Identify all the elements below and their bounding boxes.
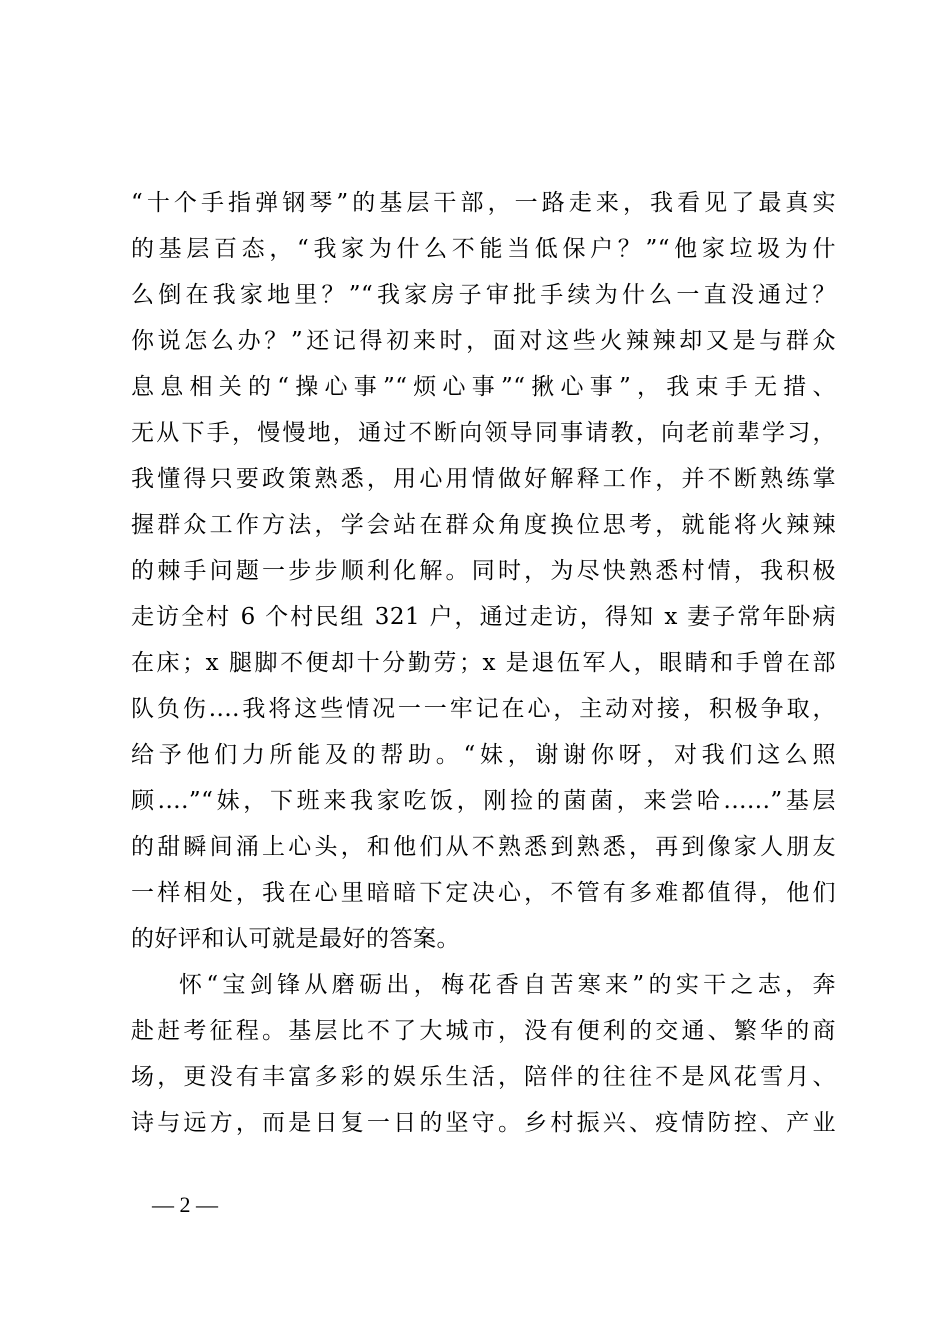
text-line: 么倒在我家地里？”“我家房子审批手续为什么一直没通过？	[131, 282, 836, 308]
text-line: 走访全村 6 个村民组 321 户，通过走访，得知 x 妻子常年卧病	[131, 604, 836, 630]
text-line: 一样相处，我在心里暗暗下定决心，不管有多难都值得，他们	[131, 880, 836, 906]
text-line: 息息相关的“操心事”“烦心事”“揪心事”，我束手无措、	[131, 374, 836, 400]
paragraph-last-line: 的好评和认可就是最好的答案。	[131, 926, 460, 952]
body-text	[131, 180, 836, 1146]
text-line: 的棘手问题一步步顺利化解。同时，为尽快熟悉村情，我积极	[131, 558, 836, 584]
text-line: 在床；x 腿脚不便却十分勤劳；x 是退伍军人，眼睛和手曾在部	[131, 650, 836, 676]
text-line: 握群众工作方法，学会站在群众角度换位思考，就能将火辣辣	[131, 512, 836, 538]
text-line: 诗与远方，而是日复一日的坚守。乡村振兴、疫情防控、产业	[131, 1110, 836, 1136]
text-line: 的基层百态，“我家为什么不能当低保户？”“他家垃圾为什	[131, 236, 836, 262]
text-line: 场，更没有丰富多彩的娱乐生活，陪伴的往往不是风花雪月、	[131, 1064, 836, 1090]
text-line: 你说怎么办？”还记得初来时，面对这些火辣辣却又是与群众	[131, 328, 836, 354]
text-line: 给予他们力所能及的帮助。“妹，谢谢你呀，对我们这么照	[131, 742, 836, 768]
text-line: 我懂得只要政策熟悉，用心用情做好解释工作，并不断熟练掌	[131, 466, 836, 492]
text-line: 赴赶考征程。基层比不了大城市，没有便利的交通、繁华的商	[131, 1018, 836, 1044]
page-number: — 2 —	[152, 1192, 218, 1217]
text-line: 无从下手，慢慢地，通过不断向领导同事请教，向老前辈学习，	[131, 420, 836, 446]
text-line: “十个手指弹钢琴”的基层干部，一路走来，我看见了最真实	[131, 190, 836, 216]
paragraph-first-line: 怀“宝剑锋从磨砺出，梅花香自苦寒来”的实干之志，奔	[179, 972, 836, 998]
text-line: 顾....”“妹，下班来我家吃饭，刚捡的菌菌，来尝哈......”基层	[131, 788, 836, 814]
text-line: 队负伤....我将这些情况一一牢记在心，主动对接，积极争取，	[131, 696, 836, 722]
text-line: 的甜瞬间涌上心头，和他们从不熟悉到熟悉，再到像家人朋友	[131, 834, 836, 860]
